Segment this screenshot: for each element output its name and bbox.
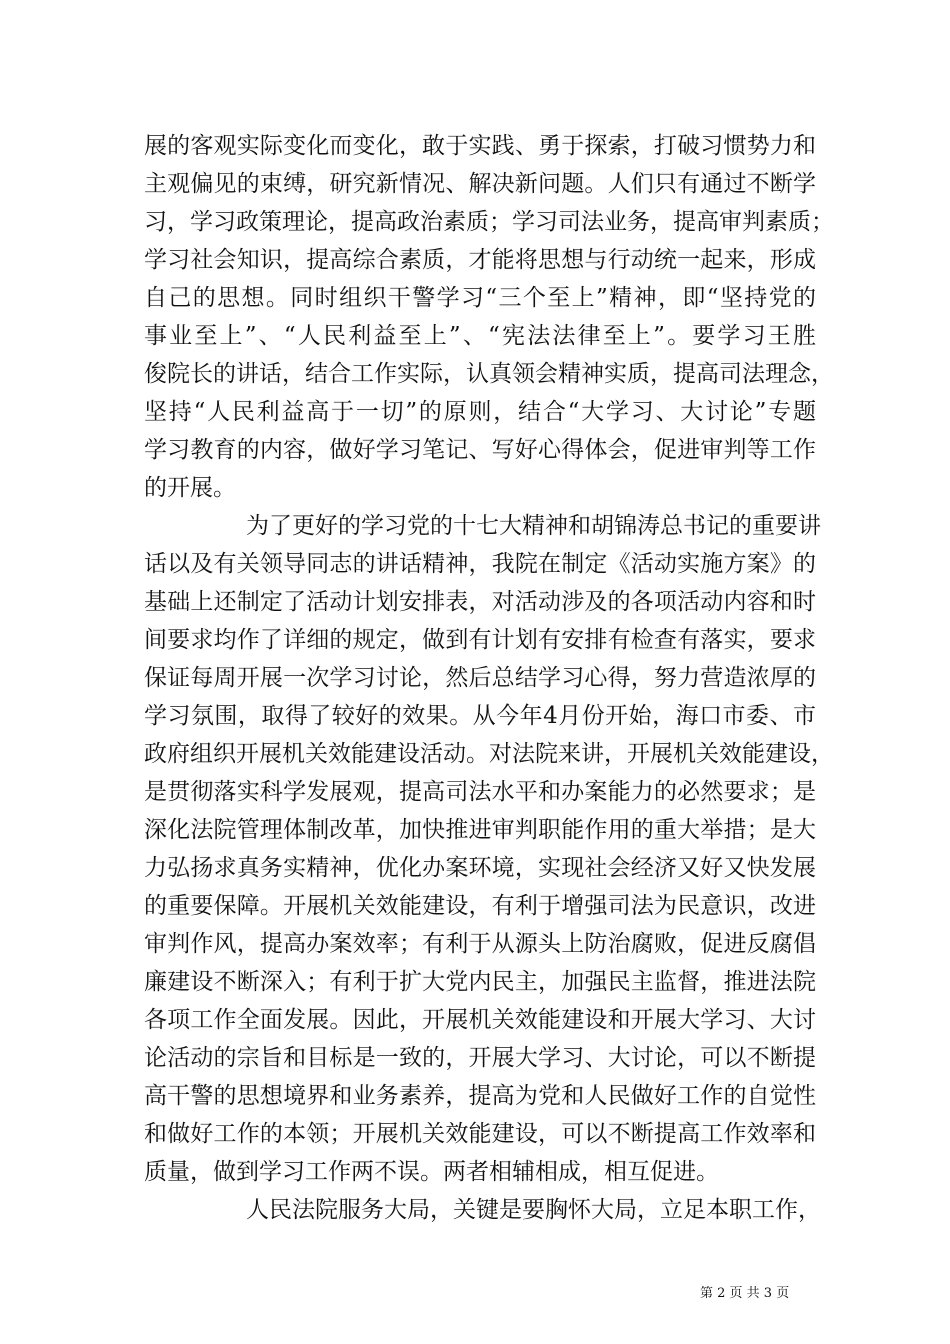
page-number-footer: 第 2 页 共 3 页 bbox=[700, 1286, 790, 1301]
paragraph-1-line-5: 自己的思想。同时组织干警学习“三个至上”精神，即“坚持党的 bbox=[144, 285, 816, 311]
paragraph-2-line-15: 论活动的宗旨和目标是一致的，开展大学习、大讨论，可以不断提 bbox=[144, 1045, 816, 1071]
paragraph-2-line-3: 基础上还制定了活动计划安排表，对活动涉及的各项活动内容和时 bbox=[144, 589, 816, 615]
paragraph-2-line-4: 间要求均作了详细的规定，做到有计划有安排有检查有落实，要求 bbox=[144, 627, 816, 653]
paragraph-1-line-6: 事业至上”、“人民利益至上”、“宪法法律至上”。要学习王胜 bbox=[144, 323, 816, 349]
paragraph-1-line-2: 主观偏见的束缚，研究新情况、解决新问题。人们只有通过不断学 bbox=[144, 171, 816, 197]
paragraph-2-line-10: 力弘扬求真务实精神，优化办案环境，实现社会经济又好又快发展 bbox=[144, 855, 816, 881]
paragraph-1-line-4: 学习社会知识，提高综合素质，才能将思想与行动统一起来，形成 bbox=[144, 247, 816, 273]
paragraph-1-line-7: 俊院长的讲话，结合工作实际，认真领会精神实质，提高司法理念， bbox=[144, 361, 834, 387]
paragraph-1-line-8: 坚持“人民利益高于一切”的原则，结合“大学习、大讨论”专题 bbox=[144, 399, 816, 425]
paragraph-2-line-6: 学习氛围，取得了较好的效果。从今年4月份开始，海口市委、市 bbox=[144, 703, 816, 729]
paragraph-2-line-5: 保证每周开展一次学习讨论，然后总结学习心得，努力营造浓厚的 bbox=[144, 665, 816, 691]
paragraph-1-line-1: 展的客观实际变化而变化，敢于实践、勇于探索，打破习惯势力和 bbox=[144, 133, 816, 159]
paragraph-1-line-9: 学习教育的内容，做好学习笔记、写好心得体会，促进审判等工作 bbox=[144, 437, 816, 463]
paragraph-2-line-12: 审判作风，提高办案效率；有利于从源头上防治腐败，促进反腐倡 bbox=[144, 931, 816, 957]
paragraph-2-line-7: 政府组织开展机关效能建设活动。对法院来讲，开展机关效能建设， bbox=[144, 741, 834, 767]
paragraph-2-line-18: 质量，做到学习工作两不误。两者相辅相成，相互促进。 bbox=[144, 1159, 719, 1185]
paragraph-2-line-16: 高干警的思想境界和业务素养，提高为党和人民做好工作的自觉性 bbox=[144, 1083, 816, 1109]
paragraph-2-line-13: 廉建设不断深入；有利于扩大党内民主，加强民主监督，推进法院 bbox=[144, 969, 816, 995]
paragraph-2-line-1: 为了更好的学习党的十七大精神和胡锦涛总书记的重要讲 bbox=[246, 513, 821, 539]
paragraph-2-line-8: 是贯彻落实科学发展观，提高司法水平和办案能力的必然要求；是 bbox=[144, 779, 816, 805]
paragraph-2-line-9: 深化法院管理体制改革，加快推进审判职能作用的重大举措；是大 bbox=[144, 817, 816, 843]
paragraph-1-line-3: 习，学习政策理论，提高政治素质；学习司法业务，提高审判素质； bbox=[144, 209, 834, 235]
paragraph-2-line-14: 各项工作全面发展。因此，开展机关效能建设和开展大学习、大讨 bbox=[144, 1007, 816, 1033]
paragraph-2-line-11: 的重要保障。开展机关效能建设，有利于增强司法为民意识，改进 bbox=[144, 893, 816, 919]
paragraph-3-line-1: 人民法院服务大局，关键是要胸怀大局，立足本职工作， bbox=[246, 1197, 821, 1223]
paragraph-2-line-2: 话以及有关领导同志的讲话精神，我院在制定《活动实施方案》的 bbox=[144, 551, 816, 577]
paragraph-1-line-10: 的开展。 bbox=[144, 475, 236, 501]
paragraph-2-line-17: 和做好工作的本领；开展机关效能建设，可以不断提高工作效率和 bbox=[144, 1121, 816, 1147]
